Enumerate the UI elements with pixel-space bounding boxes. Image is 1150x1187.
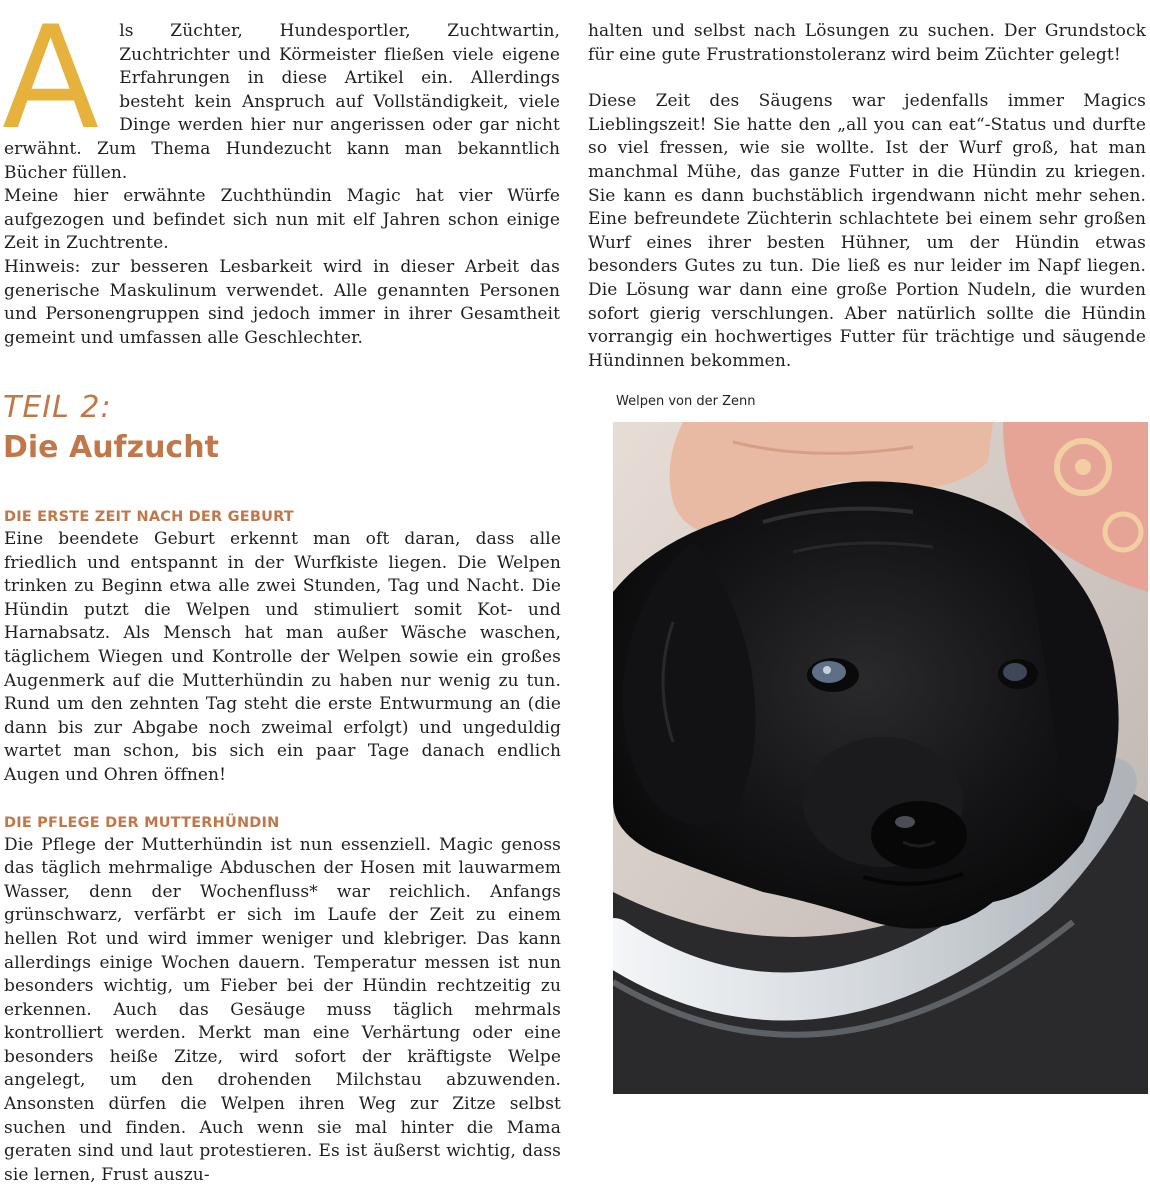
right-paragraph-1: halten und selbst nach Lösungen zu suchen. Der Grundstock für eine gute Frustrationstoleranz wird beim Züchter gelegt! — [588, 21, 1146, 65]
subheading-mother-care: DIE PFLEGE DER MUTTERHÜNDIN — [4, 814, 280, 831]
section-title: Die Aufzucht — [3, 430, 219, 465]
main-column — [4, 506, 561, 1187]
intro-paragraph-2: Meine hier erwähnte Zuchthündin Magic hat vier Würfe aufgezogen und befindet sich nun mit elf Jahren schon einige Zeit in Zuchtrente. — [4, 186, 560, 254]
intro-paragraph-3: Hinweis: zur besseren Lesbarkeit wird in dieser Arbeit das generische Maskulinum verwendet. Alle genannten Personen und Personengruppen sind jedoch immer in ihrer Gesamtheit gemeint und umfassen alle Geschlechter. — [4, 256, 560, 348]
intro-paragraph-1-text: ls Züchter, Hundesportler, Zuchtwartin, Zuchtrichter und Körmeister fließen viele eigene Erfahrungen in diese Artikel ein. Allerdings besteht kein Anspruch auf Vollständigkeit, viele Dinge werden hier nur angerissen oder gar nicht erwähnt. Zum Thema Hundezucht kann man bekanntlich Bücher füllen. — [4, 21, 560, 183]
puppy-photo — [613, 422, 1148, 1094]
right-paragraph-2: Diese Zeit des Säugens war jedenfalls immer Magics Lieblingszeit! Sie hatte den „all you can eat“-Status und durfte so viel fressen, wie sie wollte. Ist der Wurf groß, hat man manchmal Mühe, das ganze Futter in die Hündin zu kriegen. Sie kann es dann buchstäblich irgendwann nicht mehr sehen. Eine befreundete Züchterin schlachtete bei einem sehr großen Wurf eines ihrer besten Hühner, um der Hündin etwas besonders Gutes zu tun. Die ließ es nur leider im Napf liegen. Die Lösung war dann eine große Portion Nudeln, die wurden sofort gierig verschlungen. Aber natürlich sollte die Hündin vorrangig ein hochwertiges Futter für trächtige und säugende Hündinnen bekommen. — [588, 91, 1146, 371]
drop-cap: A — [2, 0, 100, 161]
main-paragraph-1: Eine beendete Geburt erkennt man oft daran, dass alle friedlich und entspannt in der Wurfkiste liegen. Die Welpen trinken zu Beginn etwa alle zwei Stunden, Tag und Nacht. Die Hündin putzt die Welpen und stimuliert somit Kot- und Harnabsatz. Als Mensch hat man außer Wäsche waschen, täglichem Wiegen und Kontrolle der Welpen sowie ein großes Augenmerk auf die Mutterhündin zu haben nur wenig zu tun. Rund um den zehnten Tag steht die erste Entwurmung an (die dann bis zur Abgabe noch zweimal erfolgt) und ungeduldig wartet man schon, bis sich ein paar Tage danach endlich Augen und Ohren öffnen! — [4, 529, 561, 785]
intro-column — [2, 0, 560, 350]
section-label: TEIL 2: — [3, 390, 112, 425]
subheading-first-time: DIE ERSTE ZEIT NACH DER GEBURT — [4, 509, 294, 525]
right-top-column — [588, 20, 1146, 373]
main-paragraph-2: Die Pflege der Mutterhündin ist nun essenziell. Magic genoss das täglich mehrmalige Abduschen der Hosen mit lauwarmem Wasser, denn der Wochenfluss* war reichlich. Anfangs grünschwarz, verfärbt er sich im Laufe der Zeit zu einem hellen Rot und wird immer weniger und klebriger. Das kann allerdings einige Wochen dauern. Temperatur messen ist nun besonders wichtig, um Fieber bei der Hündin rechtzeitig zu erkennen. Auch das Gesäuge muss täglich mehrmals kontrolliert werden. Merkt man eine Verhärtung oder eine besonders heiße Zitze, wird sofort der kräftigste Welpe angelegt, um den drohenden Milchstau abzuwenden. Ansonsten dürfen die Welpen ihren Weg zur Zitze selbst suchen und finden. Auch wenn sie mal hinter die Mama geraten sind und laut protestieren. Es ist äußerst wichtig, dass sie lernen, Frust auszu- — [4, 834, 561, 1185]
puppy-illustration — [613, 422, 1148, 1094]
photo-caption: Welpen von der Zenn — [616, 394, 756, 409]
intro-paragraph-1 — [2, 0, 560, 185]
